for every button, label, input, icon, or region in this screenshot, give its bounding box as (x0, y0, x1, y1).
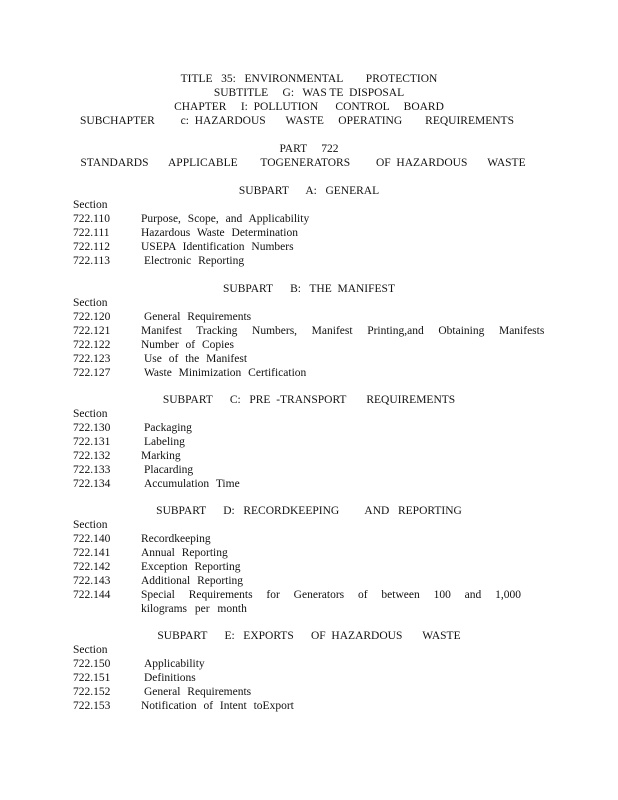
section-number: 722.152 (73, 686, 111, 698)
section-title: Special Requirements for Generators of between 100 and 1,000 kilograms per month (141, 589, 521, 615)
part-number: PART 722 (279, 143, 339, 155)
part-title: STANDARDS APPLICABLE TOGENERATORS OF HAZARDOUS WASTE (80, 157, 526, 169)
section-label: Section (73, 297, 108, 309)
section-label: Section (73, 644, 108, 656)
subpart-c-heading: SUBPART C: PRE -TRANSPORT REQUIREMENTS (162, 394, 456, 406)
section-number: 722.111 (73, 227, 110, 239)
section-number: 722.144 (73, 589, 111, 601)
section-title: Manifest Tracking Numbers, Manifest Printing,and Obtaining Manifests (141, 325, 545, 337)
section-number: 722.133 (73, 464, 111, 476)
subchapter-line: SUBCHAPTER c: HAZARDOUS WASTE OPERATING REQUIREMENTS (80, 115, 514, 127)
chapter-line: CHAPTER I: POLLUTION CONTROL BOARD (174, 101, 444, 113)
section-title: USEPA Identification Numbers (141, 241, 294, 253)
section-number: 722.127 (73, 367, 111, 379)
section-number: 722.134 (73, 478, 111, 490)
section-number: 722.131 (73, 436, 111, 448)
section-title: Use of the Manifest (144, 353, 248, 365)
section-number: 722.151 (73, 672, 111, 684)
section-title: Notification of Intent toExport (141, 700, 294, 712)
section-number: 722.130 (73, 422, 111, 434)
section-title: Electronic Reporting (144, 255, 245, 267)
section-title: Exception Reporting (141, 561, 241, 573)
section-title: Hazardous Waste Determination (141, 227, 298, 239)
section-number: 722.140 (73, 533, 111, 545)
section-number: 722.123 (73, 353, 111, 365)
section-title: Waste Minimization Certification (144, 367, 307, 379)
section-number: 722.120 (73, 311, 111, 323)
section-number: 722.141 (73, 547, 111, 559)
section-number: 722.112 (73, 241, 110, 253)
subpart-b-heading: SUBPART B: THE MANIFEST (223, 283, 395, 295)
subpart-a-heading: SUBPART A: GENERAL (238, 185, 380, 197)
section-label: Section (73, 199, 108, 211)
section-number: 722.142 (73, 561, 111, 573)
section-number: 722.153 (73, 700, 111, 712)
subpart-e-heading: SUBPART E: EXPORTS OF HAZARDOUS WASTE (157, 630, 461, 642)
section-number: 722.132 (73, 450, 111, 462)
section-title: Applicability (144, 658, 205, 670)
section-label: Section (73, 408, 108, 420)
section-title: Accumulation Time (144, 478, 240, 490)
section-title: Additional Reporting (141, 575, 244, 587)
section-number: 722.121 (73, 325, 111, 337)
section-title: Packaging (144, 422, 192, 434)
section-number: 722.143 (73, 575, 111, 587)
section-title: General Requirements (144, 311, 252, 323)
subpart-d-heading: SUBPART D: RECORDKEEPING AND REPORTING (156, 505, 462, 517)
section-title: Labeling (144, 436, 185, 448)
section-title: Recordkeeping (141, 533, 211, 545)
section-title: General Requirements (144, 686, 252, 698)
section-number: 722.110 (73, 213, 110, 225)
section-title: Placarding (144, 464, 194, 476)
section-number: 722.113 (73, 255, 110, 267)
section-title: Definitions (144, 672, 196, 684)
section-title: Marking (141, 450, 181, 462)
section-number: 722.150 (73, 658, 111, 670)
subtitle-line: SUBTITLE G: WAS TE DISPOSAL (213, 87, 405, 99)
title-line: TITLE 35: ENVIRONMENTAL PROTECTION (180, 73, 438, 85)
section-label: Section (73, 519, 108, 531)
section-title: Number of Copies (141, 339, 234, 351)
section-title: Annual Reporting (141, 547, 228, 559)
section-title: Purpose, Scope, and Applicability (141, 213, 310, 225)
section-number: 722.122 (73, 339, 111, 351)
